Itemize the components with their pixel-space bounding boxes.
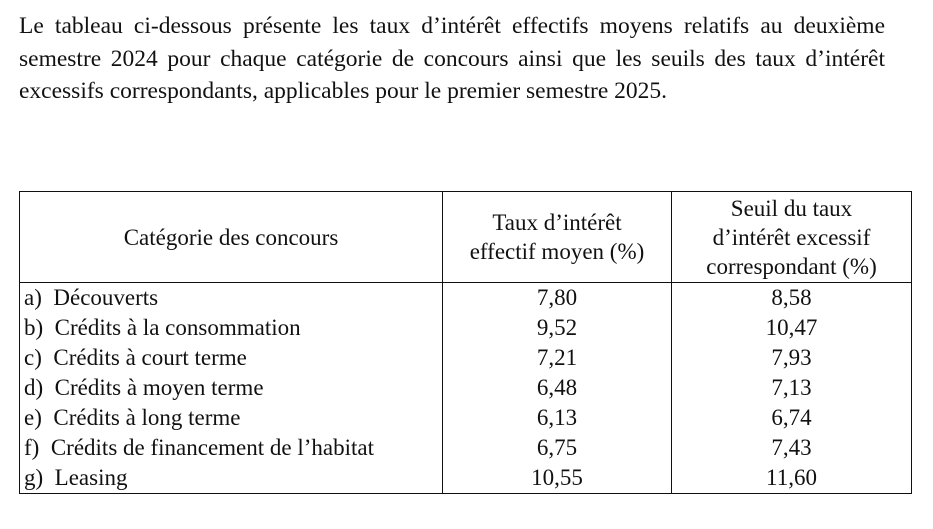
table-row: [20, 433, 912, 463]
row-category-cell: [20, 313, 443, 343]
row-category-label: Crédits à la consommation: [54, 315, 301, 340]
row-threshold-cell: 10,47: [672, 313, 912, 343]
row-category-label: Leasing: [54, 465, 128, 490]
row-rate-cell: 7,80: [443, 283, 672, 314]
row-rate-cell: 6,48: [443, 373, 672, 403]
row-threshold-cell: 7,43: [672, 433, 912, 463]
header-threshold-line3: correspondant (%): [706, 253, 877, 279]
row-category-cell: [20, 463, 443, 494]
row-threshold-cell: 7,13: [672, 373, 912, 403]
row-category-label: Découverts: [53, 285, 159, 310]
row-rate-cell: 9,52: [443, 313, 672, 343]
intro-paragraph: Le tableau ci-dessous présente les taux d’intérêt effectifs moyens relatifs au deuxième semestre 2024 pour chaque catégorie de concours ainsi que les seuils des taux d’intérêt excessifs correspondants, applicables pour le premier semestre 2025.: [19, 13, 885, 104]
row-letter: d): [24, 375, 44, 400]
table-row: [20, 343, 912, 373]
row-category-label: Crédits à moyen terme: [54, 375, 264, 400]
header-category-label: Catégorie des concours: [123, 224, 339, 250]
row-letter: g): [24, 465, 44, 490]
table-row: [20, 313, 912, 343]
interest-rates-table: [19, 191, 912, 494]
row-category-cell: [20, 403, 443, 433]
header-threshold-line1: Seuil du taux: [730, 195, 853, 221]
table-row: [20, 403, 912, 433]
row-category-label: Crédits à court terme: [53, 345, 247, 370]
row-letter: e): [24, 405, 42, 430]
header-effective-rate-line2: effectif moyen (%): [469, 239, 645, 264]
table-header-row: [20, 192, 912, 283]
row-letter: c): [24, 345, 42, 370]
row-rate-cell: 7,21: [443, 343, 672, 373]
row-category-label: Crédits de financement de l’habitat: [50, 435, 374, 460]
row-category-cell: [20, 343, 443, 373]
row-category-label: Crédits à long terme: [53, 405, 241, 430]
row-rate-cell: 10,55: [443, 463, 672, 494]
table-row: [20, 463, 912, 494]
row-threshold-cell: 11,60: [672, 463, 912, 494]
header-excessive-threshold: [672, 192, 912, 283]
row-rate-cell: 6,75: [443, 433, 672, 463]
row-letter: f): [24, 435, 40, 460]
row-letter: b): [24, 315, 44, 340]
row-category-cell: [20, 433, 443, 463]
row-rate-cell: 6,13: [443, 403, 672, 433]
header-threshold-line2: d’intérêt excessif: [712, 224, 871, 250]
header-category: [20, 192, 443, 283]
table-row: [20, 283, 912, 314]
row-category-cell: [20, 283, 443, 314]
header-effective-rate-line1: Taux d’intérêt: [492, 210, 622, 235]
row-threshold-cell: 8,58: [672, 283, 912, 314]
row-category-cell: [20, 373, 443, 403]
row-threshold-cell: 7,93: [672, 343, 912, 373]
row-letter: a): [24, 285, 42, 310]
row-threshold-cell: 6,74: [672, 403, 912, 433]
table-row: [20, 373, 912, 403]
header-effective-rate: [443, 192, 672, 283]
